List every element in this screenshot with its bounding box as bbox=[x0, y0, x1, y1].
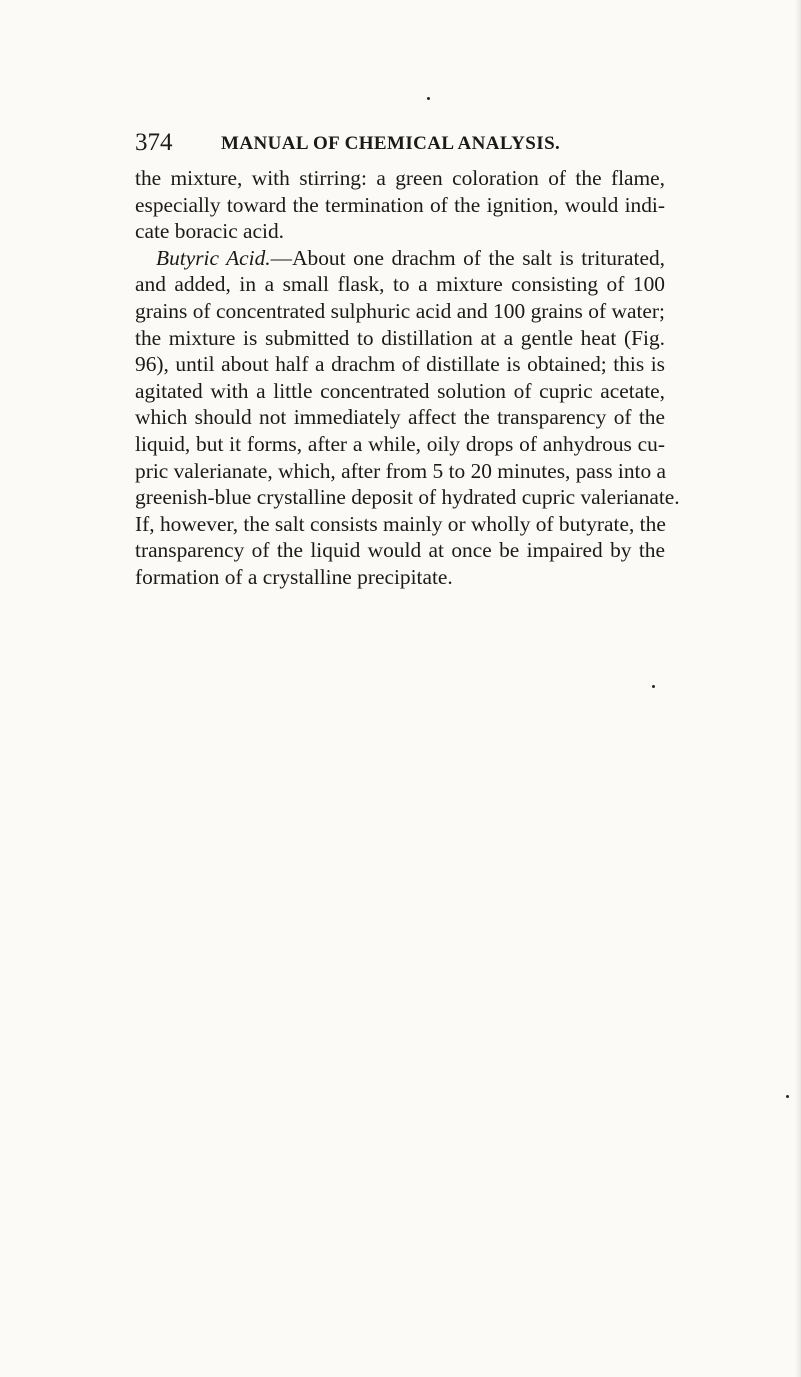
text-line-first bbox=[135, 245, 665, 272]
print-speck bbox=[652, 685, 655, 688]
text-line: liquid, but it forms, after a while, oily drops of anhydrous cu- bbox=[135, 431, 665, 456]
print-speck bbox=[786, 1095, 789, 1098]
print-speck bbox=[427, 97, 430, 100]
text-line: If, however, the salt consists mainly or wholly of butyrate, the bbox=[135, 511, 666, 536]
text-line: formation of a crystalline precipitate. bbox=[135, 564, 453, 589]
running-title: MANUAL OF CHEMICAL ANALYSIS. bbox=[221, 133, 561, 154]
section-heading-butyric-acid: Butyric Acid. bbox=[156, 245, 271, 270]
text-line: and added, in a small flask, to a mixture consisting of 100 bbox=[135, 272, 665, 297]
page-edge-shadow bbox=[795, 0, 801, 1377]
paragraph-boracic-acid-end bbox=[135, 165, 665, 245]
text-line: the mixture, with stirring: a green coloration of the flame, bbox=[135, 166, 665, 190]
text-line: 96), until about half a drachm of distillate is obtained; this is bbox=[135, 352, 665, 377]
page-number: 374 bbox=[135, 129, 173, 156]
text-line: transparency of the liquid would at once be impaired by the bbox=[135, 538, 665, 563]
text-line: the mixture is submitted to distillation at a gentle heat (Fig. bbox=[135, 325, 665, 350]
text-line: greenish-blue crystalline deposit of hydrated cupric valerianate. bbox=[135, 485, 680, 510]
first-line-text: —About one drachm of the salt is triturated, bbox=[270, 245, 666, 270]
body-text bbox=[135, 165, 680, 591]
text-line: cate boracic acid. bbox=[135, 219, 285, 244]
text-line: agitated with a little concentrated solution of cupric acetate, bbox=[135, 378, 665, 403]
text-line: pric valerianate, which, after from 5 to 20 minutes, pass into a bbox=[135, 458, 667, 483]
text-line: grains of concentrated sulphuric acid and 100 grains of water; bbox=[135, 298, 665, 323]
running-header bbox=[135, 128, 635, 158]
text-line: especially toward the termination of the ignition, would indi- bbox=[135, 192, 665, 217]
text-line: which should not immediately affect the transparency of the bbox=[135, 405, 665, 430]
paragraph-butyric-acid bbox=[135, 245, 680, 591]
